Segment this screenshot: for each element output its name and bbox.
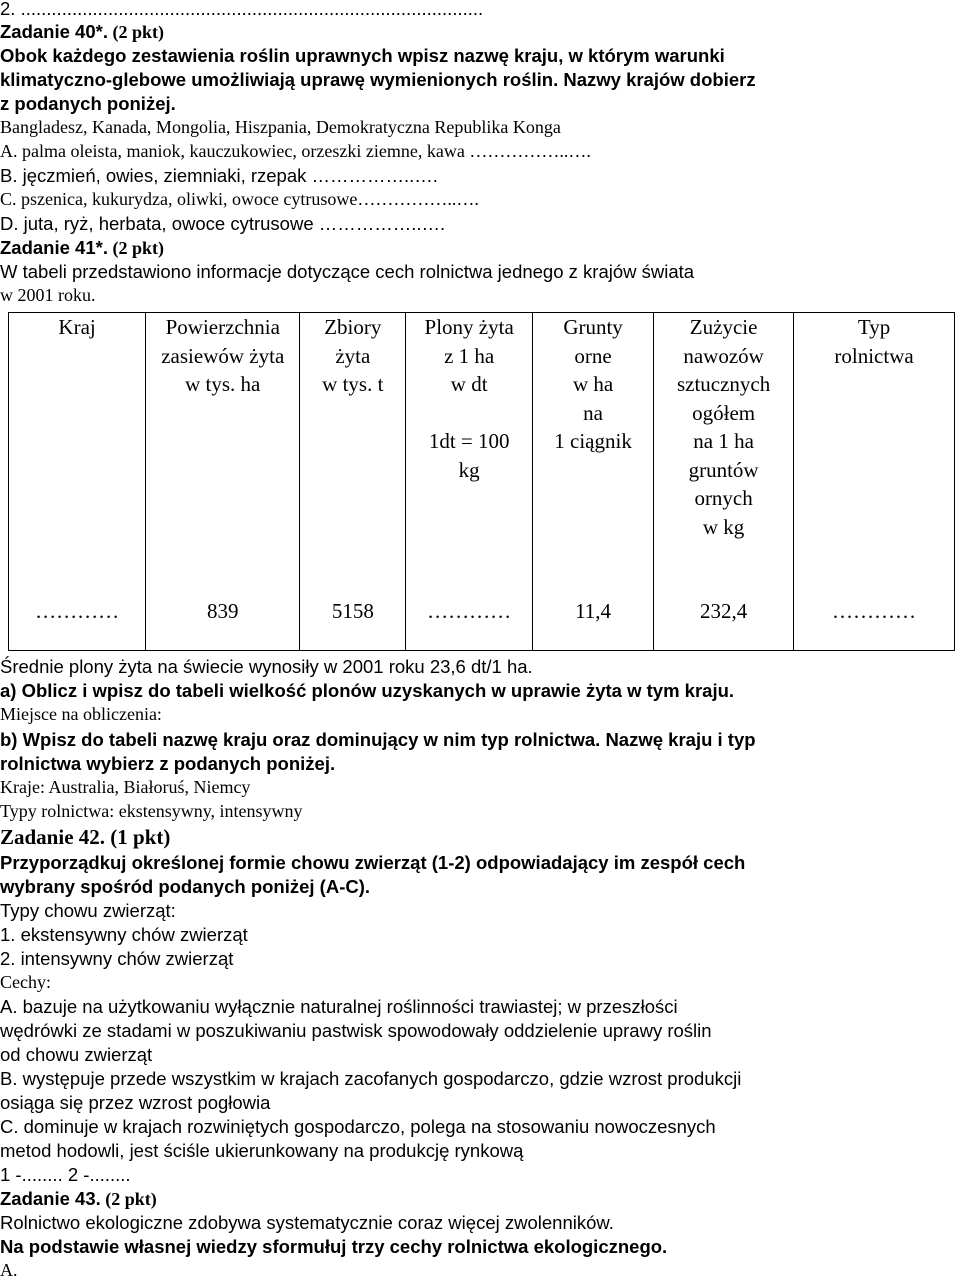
task-41-intro-2: w 2001 roku. [0,285,96,305]
header-line: Kraj [58,315,96,339]
header-yield [406,313,533,564]
task-40-points: (2 pkt) [107,22,164,42]
header-line: kg [458,457,480,482]
task-40-instruction-2: klimatyczno-glebowe umożliwiają uprawę wymienionych roślin. Nazwy krajów dobierz [0,69,756,90]
header-line: gruntów [688,457,759,482]
task-42-feature-a-2: wędrówki ze stadami w poszukiwaniu pastwisk spowodowały oddzielenie uprawy roślin [0,1020,712,1041]
task-41-countries: Kraje: Australia, Białoruś, Niemcy [0,777,251,797]
cell-harvest: 5158 [300,563,406,651]
agriculture-table [8,312,955,651]
cell-yield[interactable]: ………… [406,563,533,651]
header-line: Plony żyta [424,315,514,339]
cell-fertilizer: 232,4 [654,563,794,651]
cell-country[interactable]: ………… [9,563,146,651]
header-line: ogółem [692,400,756,425]
header-farming-type [794,313,955,564]
task-43-heading [0,1188,157,1210]
task-42-feature-b-1: B. występuje przede wszystkim w krajach zacofanych gospodarczo, gdzie wzrost produkcji [0,1068,742,1089]
task-42-answer[interactable]: 1 -........ 2 -........ [0,1164,131,1185]
header-line: na [583,400,603,425]
task-40-instruction-1: Obok każdego zestawienia roślin uprawnych wpisz nazwę kraju, w którym warunki [0,45,725,66]
header-line [408,399,530,428]
task-42-points: (1 pkt) [105,825,171,849]
task-43-instruction: Na podstawie własnej wiedzy sformułuj trzy cechy rolnictwa ekologicznego. [0,1236,668,1257]
task-42-heading [0,825,170,850]
header-line: rolnictwa [834,343,914,368]
header-line: z 1 ha [444,343,495,368]
task-42-types-label: Typy chowu zwierząt: [0,900,176,921]
header-line: Zbiory [324,315,382,339]
task-41-part-a: a) Oblicz i wpisz do tabeli wielkość plonów uzyskanych w uprawie żyta w tym kraju. [0,680,735,701]
header-sown-area [146,313,300,564]
header-arable-per-tractor [533,313,654,564]
header-line: w dt [450,372,488,396]
task-42-feature-c-1: C. dominuje w krajach rozwiniętych gospodarczo, polega na stosowaniu nowoczesnych [0,1116,716,1137]
table-header-row [9,313,955,564]
header-line: orne [574,343,612,368]
task-40-country-list: Bangladesz, Kanada, Mongolia, Hiszpania, Demokratyczna Republika Konga [0,117,561,137]
header-line: sztucznych [676,372,771,396]
task-40-option-a: A. palma oleista, maniok, kauczukowiec, orzeszki ziemne, kawa ……………..…. [0,141,591,161]
task-43-answer-a[interactable]: A. [0,1260,18,1280]
task-42-type-2: 2. intensywny chów zwierząt [0,948,234,969]
header-line: 1dt = 100 [428,429,510,453]
header-line: ornych [694,486,753,510]
task-41-part-b-2: rolnictwa wybierz z podanych poniżej. [0,753,336,774]
table-row [9,563,955,651]
answer-line-2: 2. .......................................................................................... [0,0,484,19]
task-41-title: Zadanie 41*. [0,237,108,258]
header-line: w tys. t [322,372,384,396]
header-line: Powierzchnia [165,315,280,339]
header-country [9,313,146,564]
cell-arable-per-tractor: 11,4 [533,563,654,651]
task-41-heading [0,237,164,259]
task-42-feature-c-2: metod hodowli, jest ściśle ukierunkowany na produkcję rynkową [0,1140,524,1161]
header-line: żyta [335,343,371,368]
task-41-intro-1: W tabeli przedstawiono informacje dotyczące cech rolnictwa jednego z krajów świata [0,261,695,282]
task-43-title: Zadanie 43. [0,1188,101,1209]
task-43-intro: Rolnictwo ekologiczne zdobywa systematycznie coraz więcej zwolenników. [0,1212,614,1233]
task-41-farming-types: Typy rolnictwa: ekstensywny, intensywny [0,801,303,821]
task-42-instruction-1: Przyporządkuj określonej formie chowu zwierząt (1-2) odpowiadający im zespół cech [0,852,746,873]
task-42-instruction-2: wybrany spośród podanych poniżej (A-C). [0,876,371,897]
task-41-points: (2 pkt) [107,238,164,258]
header-line: w ha [572,372,614,396]
header-line: Typ [857,315,891,339]
header-harvest [300,313,406,564]
header-line: 1 ciągnik [554,429,632,453]
header-line: Grunty [563,315,623,339]
header-line: nawozów [683,343,764,368]
task-42-feature-a-3: od chowu zwierząt [0,1044,153,1065]
task-41-average-yield: Średnie plony żyta na świecie wynosiły w 2001 roku 23,6 dt/1 ha. [0,656,533,677]
cell-sown-area: 839 [146,563,300,651]
task-43-points: (2 pkt) [100,1189,157,1209]
task-40-instruction-3: z podanych poniżej. [0,93,176,114]
calculation-space-label: Miejsce na obliczenia: [0,704,162,724]
task-40-option-b: B. jęczmień, owies, ziemniaki, rzepak ……………..…. [0,165,438,186]
task-42-type-1: 1. ekstensywny chów zwierząt [0,924,248,945]
header-line: Zużycie [689,315,758,339]
cell-farming-type[interactable]: ………… [794,563,955,651]
header-line: w tys. ha [185,372,261,396]
task-40-option-c: C. pszenica, kukurydza, oliwki, owoce cytrusowe……………..…. [0,189,479,209]
header-line: na 1 ha [693,429,754,453]
task-42-features-label: Cechy: [0,972,51,992]
header-line: w kg [702,514,745,539]
task-42-title: Zadanie 42. [0,825,106,849]
task-42-feature-b-2: osiąga się przez wzrost pogłowia [0,1092,271,1113]
header-line: zasiewów żyta [161,343,285,368]
task-42-feature-a-1: A. bazuje na użytkowaniu wyłącznie naturalnej roślinności trawiastej; w przeszłości [0,996,678,1017]
task-41-part-b-1: b) Wpisz do tabeli nazwę kraju oraz dominujący w nim typ rolnictwa. Nazwę kraju i typ [0,729,756,750]
header-fertilizer [654,313,794,564]
task-40-option-d: D. juta, ryż, herbata, owoce cytrusowe ……………..…. [0,213,446,234]
task-40-heading [0,21,164,43]
task-40-title: Zadanie 40*. [0,21,108,42]
